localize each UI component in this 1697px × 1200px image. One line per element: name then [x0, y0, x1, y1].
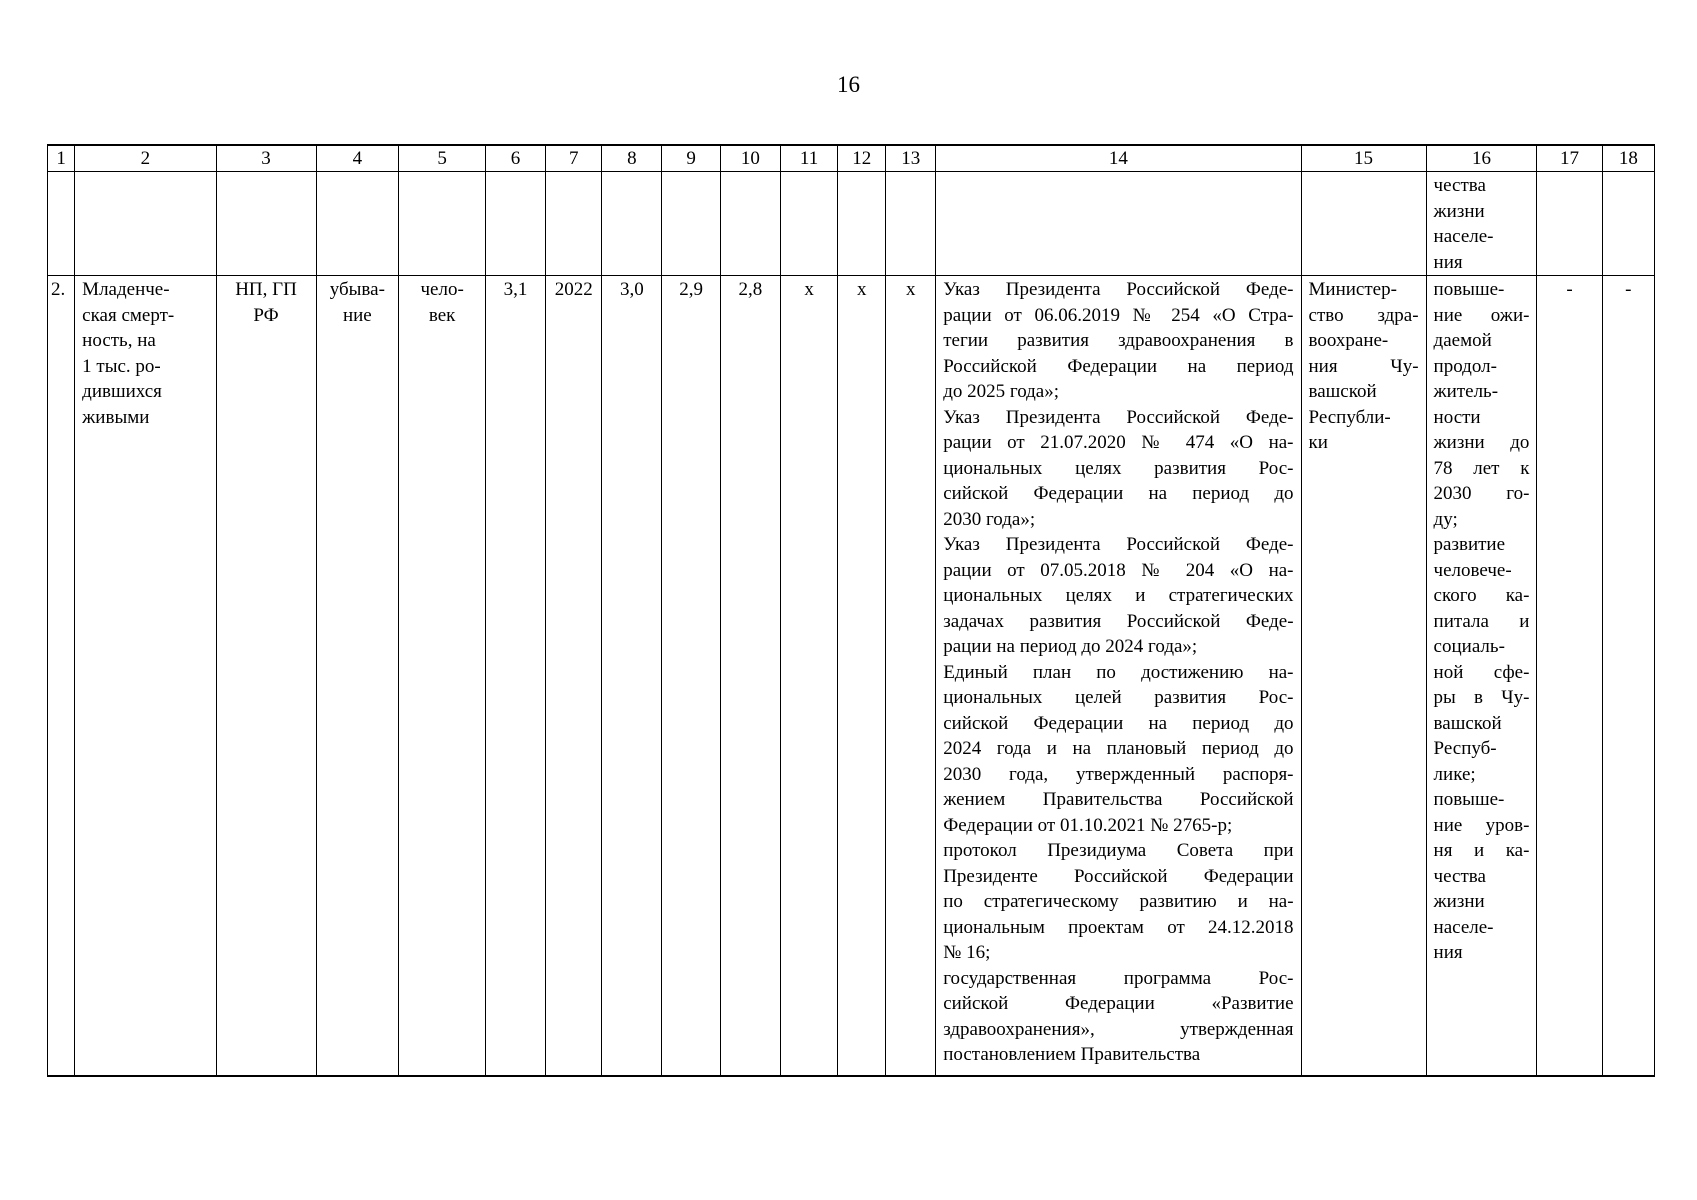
table-cell: [1602, 172, 1654, 276]
col-header: 8: [602, 145, 662, 172]
text-line: Федерации от 01.10.2021 № 2765-р;: [943, 814, 1233, 836]
text-line: населе-: [1433, 226, 1494, 247]
table-cell: [838, 172, 886, 276]
col-header: 15: [1301, 145, 1426, 172]
col-header: 9: [662, 145, 721, 172]
text-line: 2030 года, утвержденный распоря-: [943, 763, 1294, 785]
text-line: сийской Федерации на период до: [943, 712, 1294, 734]
table-cell: [216, 172, 316, 276]
text-line: чества: [1433, 865, 1486, 887]
text-line: до 2025 года»;: [943, 381, 1060, 402]
table-cell: [662, 172, 721, 276]
unit-cell: [399, 276, 486, 1077]
text-line: ности: [1433, 406, 1481, 428]
text-line: по стратегическому развитию и на-: [943, 891, 1294, 912]
indicators-table: [47, 144, 1655, 1077]
text-line: даемой: [1433, 330, 1492, 351]
table-cell: [75, 172, 216, 276]
table-cell: [780, 172, 838, 276]
value-cell: 2,9: [662, 276, 721, 1077]
text-line: вашской: [1308, 381, 1377, 402]
col-header: 13: [886, 145, 936, 172]
text-line: жением Правительства Российской: [943, 789, 1294, 810]
text-line: государственная программа Рос-: [943, 967, 1294, 989]
text-line: Президенте Российской Федерации: [943, 865, 1294, 887]
table-cell: [602, 172, 662, 276]
table-cell: [48, 172, 75, 276]
text-line: задачах развития Российской Феде-: [943, 610, 1294, 632]
indicator-name-cell: [75, 276, 216, 1077]
text-line: ния Чу-: [1308, 355, 1419, 377]
col-header: 6: [486, 145, 546, 172]
col-header: 3: [216, 145, 316, 172]
text-line: протокол Президиума Совета при: [943, 840, 1294, 861]
continued-goal-cell: [1426, 172, 1537, 276]
col-header: 12: [838, 145, 886, 172]
text-line: 2030 го-: [1433, 483, 1530, 504]
col-header: 14: [936, 145, 1301, 172]
text-line: лике;: [1433, 763, 1476, 785]
text-line: Российской Федерации на период: [943, 355, 1294, 377]
value-cell: x: [780, 276, 838, 1077]
text-line: жизни: [1433, 200, 1485, 222]
text-line: жизни: [1433, 891, 1485, 912]
text-line: 78 лет к: [1433, 457, 1530, 479]
row-number: 2.: [48, 276, 75, 1077]
text-line: 2024 года и на плановый период до: [943, 738, 1294, 759]
text-line: житель-: [1433, 381, 1499, 402]
text-line: Младенче-: [82, 279, 170, 300]
base-value-cell: 3,1: [486, 276, 546, 1077]
value-cell: 2,8: [720, 276, 780, 1077]
text-line: убыва-: [329, 279, 385, 300]
text-line: Республи-: [1308, 406, 1391, 428]
col-header: 17: [1537, 145, 1602, 172]
text-line: ство здра-: [1308, 304, 1419, 326]
text-line: ния: [1433, 942, 1463, 963]
text-line: ния: [1433, 251, 1463, 273]
column-number-row: [48, 145, 1655, 172]
text-line: Респуб-: [1433, 738, 1497, 759]
text-line: воохране-: [1308, 330, 1389, 351]
text-line: дившихся: [82, 381, 162, 402]
text-line: ние: [342, 304, 372, 326]
text-line: питала и: [1433, 610, 1530, 632]
text-line: рации от 21.07.2020 № 474 «О на-: [943, 432, 1294, 453]
text-line: живыми: [82, 406, 150, 428]
text-line: тегии развития здравоохранения в: [943, 330, 1294, 351]
base-year-cell: 2022: [545, 276, 602, 1077]
text-line: человече-: [1433, 559, 1512, 581]
text-line: ной сфе-: [1433, 661, 1530, 683]
text-line: 2030 года»;: [943, 508, 1036, 530]
table-cell: [936, 172, 1301, 276]
text-line: развитие: [1433, 534, 1506, 555]
value-cell: -: [1602, 276, 1654, 1077]
text-line: ского ка-: [1433, 585, 1530, 606]
text-line: сийской Федерации «Развитие: [943, 993, 1294, 1014]
text-line: социаль-: [1433, 636, 1505, 657]
documents-cell: [936, 276, 1301, 1077]
col-header: 5: [399, 145, 486, 172]
table-cell: [399, 172, 486, 276]
text-line: продол-: [1433, 355, 1497, 377]
value-cell: x: [838, 276, 886, 1077]
table-cell: [1301, 172, 1426, 276]
text-line: ская смерт-: [82, 304, 175, 326]
trend-cell: [316, 276, 399, 1077]
text-line: Указ Президента Российской Феде-: [943, 534, 1294, 555]
text-line: ние ожи-: [1433, 304, 1530, 326]
text-line: здравоохранения», утвержденная: [943, 1018, 1294, 1040]
col-header: 10: [720, 145, 780, 172]
table-cell: [720, 172, 780, 276]
col-header: 11: [780, 145, 838, 172]
text-line: циональных целях развития Рос-: [943, 457, 1294, 479]
text-line: циональных целях и стратегических: [943, 585, 1294, 606]
text-line: населе-: [1433, 916, 1494, 938]
goal-cell: [1426, 276, 1537, 1077]
text-line: постановлением Правительства: [943, 1044, 1201, 1065]
col-header: 7: [545, 145, 602, 172]
text-line: Указ Президента Российской Феде-: [943, 279, 1294, 300]
text-line: № 16;: [943, 942, 991, 963]
text-line: ность, на: [82, 330, 156, 351]
continued-row: [48, 172, 1655, 276]
table-cell: [316, 172, 399, 276]
text-line: циональным проектам от 24.12.2018: [943, 916, 1294, 938]
text-line: ки: [1308, 432, 1328, 453]
col-header: 4: [316, 145, 399, 172]
text-line: век: [428, 304, 456, 326]
text-line: сийской Федерации на период до: [943, 483, 1294, 504]
table-cell: [486, 172, 546, 276]
text-line: ние уров-: [1433, 814, 1530, 836]
page-number: 16: [837, 72, 860, 97]
text-line: вашской: [1433, 712, 1502, 734]
col-header: 2: [75, 145, 216, 172]
source-cell: [216, 276, 316, 1077]
text-line: ня и ка-: [1433, 840, 1530, 861]
text-line: 1 тыс. ро-: [82, 355, 161, 377]
table-row: [48, 276, 1655, 1077]
text-line: циональных целей развития Рос-: [943, 687, 1294, 708]
text-line: повыше-: [1433, 789, 1505, 810]
text-line: рации от 07.05.2018 № 204 «О на-: [943, 559, 1294, 581]
value-cell: 3,0: [602, 276, 662, 1077]
table-cell: [886, 172, 936, 276]
text-line: чества: [1433, 175, 1486, 196]
table-cell: [545, 172, 602, 276]
text-line: Указ Президента Российской Феде-: [943, 406, 1294, 428]
text-line: рации от 06.06.2019 № 254 «О Стра-: [943, 304, 1294, 326]
value-cell: x: [886, 276, 936, 1077]
col-header: 1: [48, 145, 75, 172]
text-line: повыше-: [1433, 279, 1505, 300]
text-line: НП, ГП: [235, 279, 297, 300]
text-line: рации на период до 2024 года»;: [943, 636, 1198, 657]
text-line: жизни до: [1433, 432, 1530, 453]
col-header: 18: [1602, 145, 1654, 172]
text-line: чело-: [420, 279, 464, 300]
value-cell: -: [1537, 276, 1602, 1077]
text-line: РФ: [253, 304, 279, 326]
text-line: Министер-: [1308, 279, 1397, 300]
text-line: Единый план по достижению на-: [943, 661, 1294, 683]
text-line: ры в Чу-: [1433, 687, 1530, 708]
text-line: ду;: [1433, 508, 1458, 530]
responsible-cell: [1301, 276, 1426, 1077]
table-cell: [1537, 172, 1602, 276]
col-header: 16: [1426, 145, 1537, 172]
